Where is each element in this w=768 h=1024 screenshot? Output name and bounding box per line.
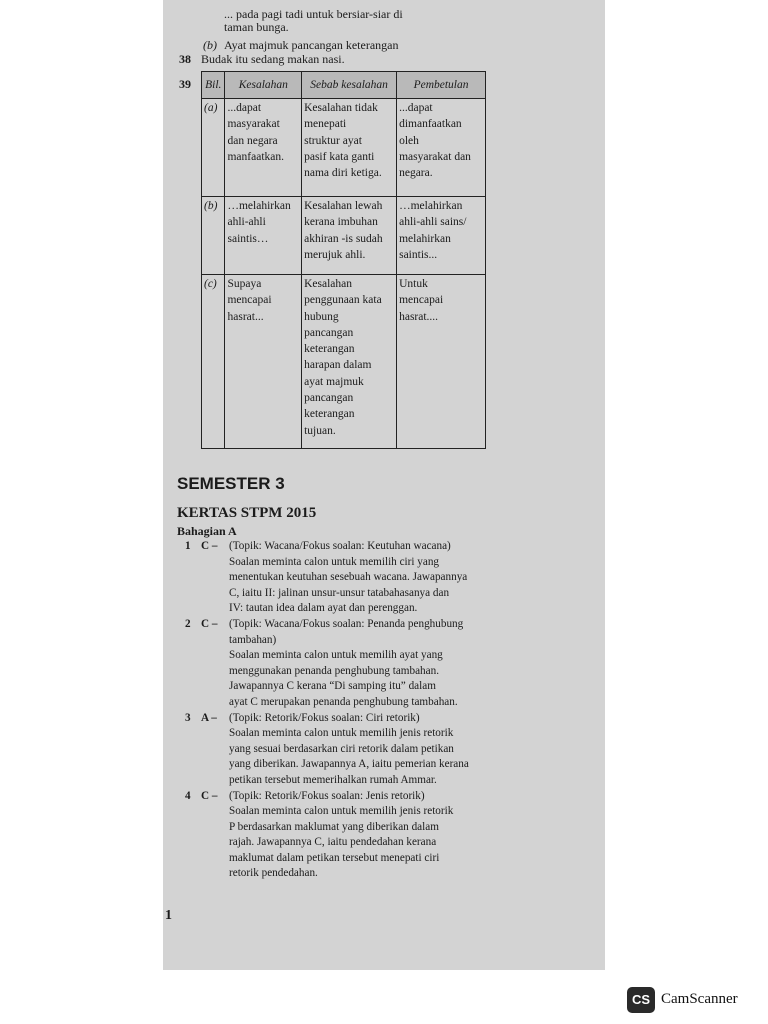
answer-line: P berdasarkan maklumat yang diberikan dalam [229, 820, 439, 833]
answer-letter: C – [201, 617, 218, 630]
cell-bil: (c) [202, 275, 225, 449]
answer-line: IV: tautan idea dalam ayat dan perenggan. [229, 602, 418, 615]
answer-number: 4 [185, 789, 191, 802]
table-row [202, 275, 486, 449]
answer-item [185, 711, 485, 789]
col-header-pembetulan: Pembetulan [397, 72, 486, 99]
cell-pembetulan: Untuk mencapai hasrat.... [397, 275, 486, 449]
answer-line: Soalan meminta calon untuk memilih ayat yang [229, 649, 443, 662]
answer-number: 2 [185, 617, 191, 630]
table-row [202, 99, 486, 197]
cell-kesalahan: …melahirkan ahli-ahli saintis… [225, 197, 302, 275]
question-39-number: 39 [179, 77, 191, 91]
cell-sebab: Kesalahan lewah kerana imbuhan akhiran -is sudah merujuk ahli. [302, 197, 397, 275]
top-line-1: ... pada pagi tadi untuk bersiar-siar di [224, 7, 403, 21]
cell-kesalahan: ...dapat masyarakat dan negara manfaatkan. [225, 99, 302, 197]
answer-line: maklumat dalam petikan tersebut menepati ciri [229, 851, 440, 864]
cell-sebab: Kesalahan penggunaan kata hubung pancangan keterangan harapan dalam ayat majmuk pancangan keterangan tujuan. [302, 275, 397, 449]
kertas-heading: KERTAS STPM 2015 [177, 505, 317, 521]
answer-number: 3 [185, 711, 191, 724]
col-header-sebab: Sebab kesalahan [302, 72, 397, 99]
answer-line: (Topik: Wacana/Fokus soalan: Keutuhan wacana) [229, 540, 451, 552]
answer-letter: C – [201, 789, 218, 802]
col-header-bil: Bil. [202, 72, 225, 99]
answer-number: 1 [185, 540, 191, 552]
answer-line: Jawapannya C kerana “Di samping itu” dalam [229, 680, 436, 693]
cell-kesalahan: Supaya mencapai hasrat... [225, 275, 302, 449]
answer-line: rajah. Jawapannya C, iaitu pendedahan kerana [229, 836, 437, 849]
answer-line: menggunakan penanda penghubung tambahan. [229, 664, 440, 677]
cell-sebab: Kesalahan tidak menepati struktur ayat pasif kata ganti nama diri ketiga. [302, 99, 397, 197]
cell-pembetulan: …melahirkan ahli-ahli sains/ melahirkan saintis... [397, 197, 486, 275]
answer-item [185, 789, 485, 883]
answer-item [185, 617, 485, 711]
answer-letter: A – [201, 711, 217, 724]
table-header-row [202, 72, 486, 99]
answer-line: (Topik: Wacana/Fokus soalan: Penanda penghubung [229, 617, 464, 630]
item-b-text: Ayat majmuk pancangan keterangan [224, 38, 399, 52]
cell-pembetulan: ...dapat dimanfaatkan oleh masyarakat dan negara. [397, 99, 486, 197]
col-header-kesalahan: Kesalahan [225, 72, 302, 99]
answer-line: retorik pendedahan. [229, 867, 318, 880]
answer-line: Soalan meminta calon untuk memilih ciri yang [229, 555, 440, 568]
table-row [202, 197, 486, 275]
cell-bil: (a) [202, 99, 225, 197]
answer-line: menentukan keutuhan sesebuah wacana. Jawapannya [229, 571, 468, 584]
answer-line: (Topik: Retorik/Fokus soalan: Jenis retorik) [229, 789, 425, 802]
page-number: 1 [165, 908, 172, 923]
camscanner-logo-icon: CS [627, 987, 655, 1013]
answer-line: yang sesuai berdasarkan ciri retorik dalam petikan [229, 742, 454, 755]
answer-line: Soalan meminta calon untuk memilih jenis retorik [229, 805, 454, 818]
top-line-2: taman bunga. [224, 20, 289, 34]
cell-bil: (b) [202, 197, 225, 275]
answer-line: Soalan meminta calon untuk memilih jenis retorik [229, 727, 454, 740]
question-38-number: 38 [179, 52, 191, 66]
answer-line: (Topik: Retorik/Fokus soalan: Ciri retorik) [229, 711, 420, 724]
answer-line: yang diberikan. Jawapannya A, iaitu pemerian kerana [229, 758, 469, 771]
answer-list [185, 539, 485, 882]
bahagian-heading: Bahagian A [177, 524, 237, 538]
answer-line: ayat C merupakan penanda penghubung tambahan. [229, 695, 458, 708]
item-b-marker: (b) [203, 38, 217, 52]
camscanner-label: CamScanner [661, 991, 738, 1007]
answer-line: petikan tersebut memerihalkan rumah Ammar. [229, 773, 437, 786]
question-38-text: Budak itu sedang makan nasi. [201, 52, 345, 66]
semester-heading: SEMESTER 3 [177, 474, 285, 493]
answer-line: tambahan) [229, 633, 277, 646]
answer-item [185, 539, 485, 617]
answer-letter: C – [201, 540, 218, 552]
answer-table [201, 71, 486, 449]
answer-line: C, iaitu II: jalinan unsur-unsur tatabahasanya dan [229, 586, 450, 599]
